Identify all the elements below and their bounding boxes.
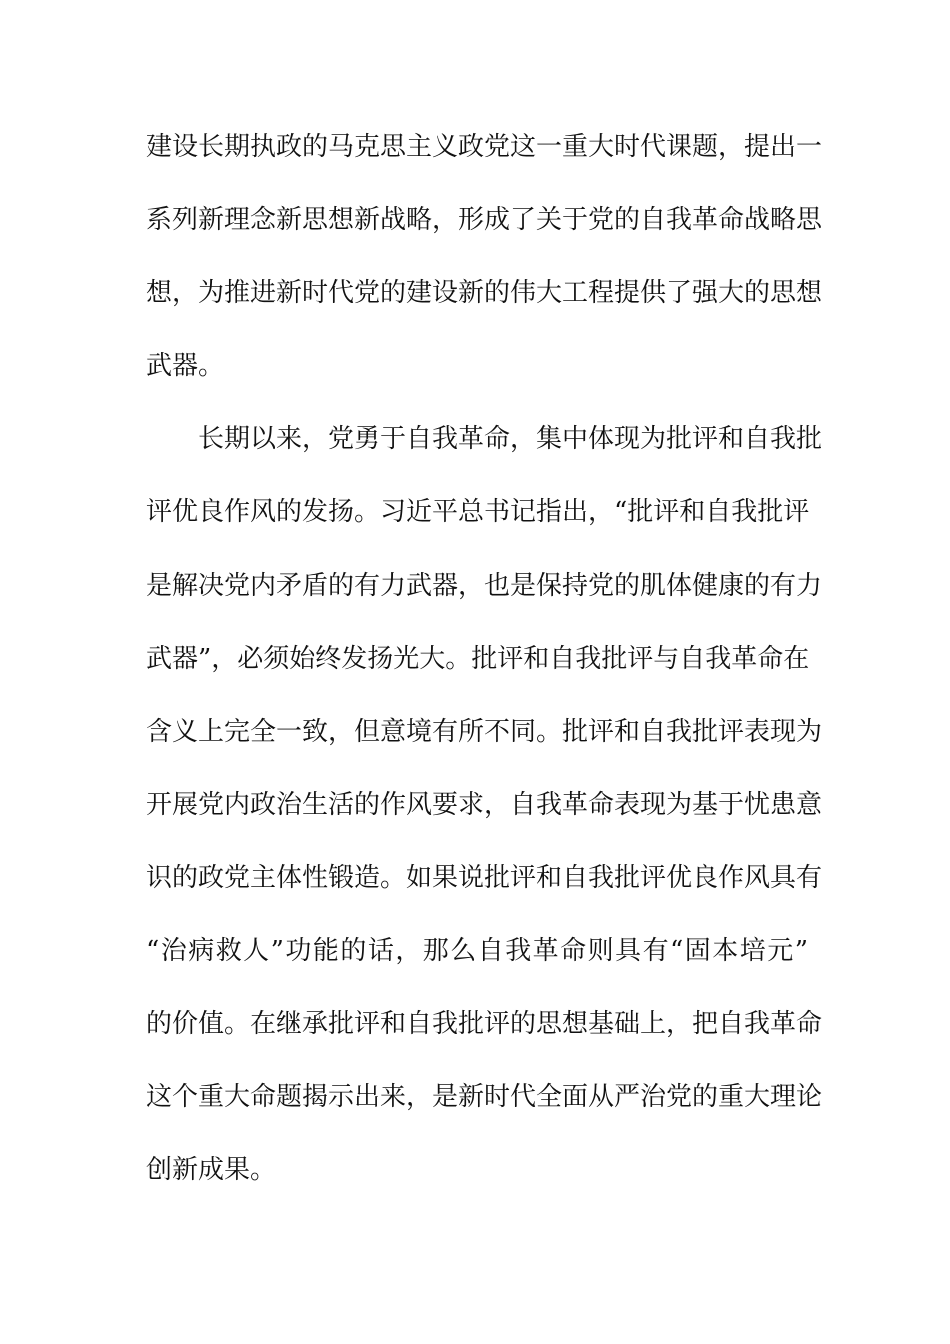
text-line: 创新成果。 — [146, 1155, 277, 1186]
text-line: 的价值。在继承批评和自我批评的思想基础上，把自我革命 — [146, 1009, 823, 1040]
text-line: 长期以来，党勇于自我革命，集中体现为批评和自我批 — [198, 424, 823, 455]
text-line: 评优良作风的发扬。习近平总书记指出，“批评和自我批评 — [146, 497, 810, 528]
text-line: 这个重大命题揭示出来，是新时代全面从严治党的重大理论 — [146, 1082, 823, 1113]
text-line: 是解决党内矛盾的有力武器，也是保持党的肌体健康的有力 — [146, 570, 823, 601]
text-line: “治病救人”功能的话，那么自我革命则具有“固本培元” — [146, 936, 808, 967]
paragraph-1 — [146, 127, 823, 419]
text-line: 识的政党主体性锻造。如果说批评和自我批评优良作风具有 — [146, 862, 823, 893]
text-line: 武器。 — [146, 351, 225, 382]
text-line: 含义上完全一致，但意境有所不同。批评和自我批评表现为 — [146, 716, 823, 747]
paragraph-2 — [146, 419, 823, 1223]
text-line: 武器”，必须始终发扬光大。批评和自我批评与自我革命在 — [146, 643, 810, 674]
body-text — [146, 127, 823, 1223]
text-line: 想，为推进新时代党的建设新的伟大工程提供了强大的思想 — [146, 278, 823, 309]
text-line: 系列新理念新思想新战略，形成了关于党的自我革命战略思 — [146, 205, 823, 236]
text-line: 开展党内政治生活的作风要求，自我革命表现为基于忧患意 — [146, 789, 823, 820]
text-line: 建设长期执政的马克思主义政党这一重大时代课题，提出一 — [146, 132, 823, 162]
